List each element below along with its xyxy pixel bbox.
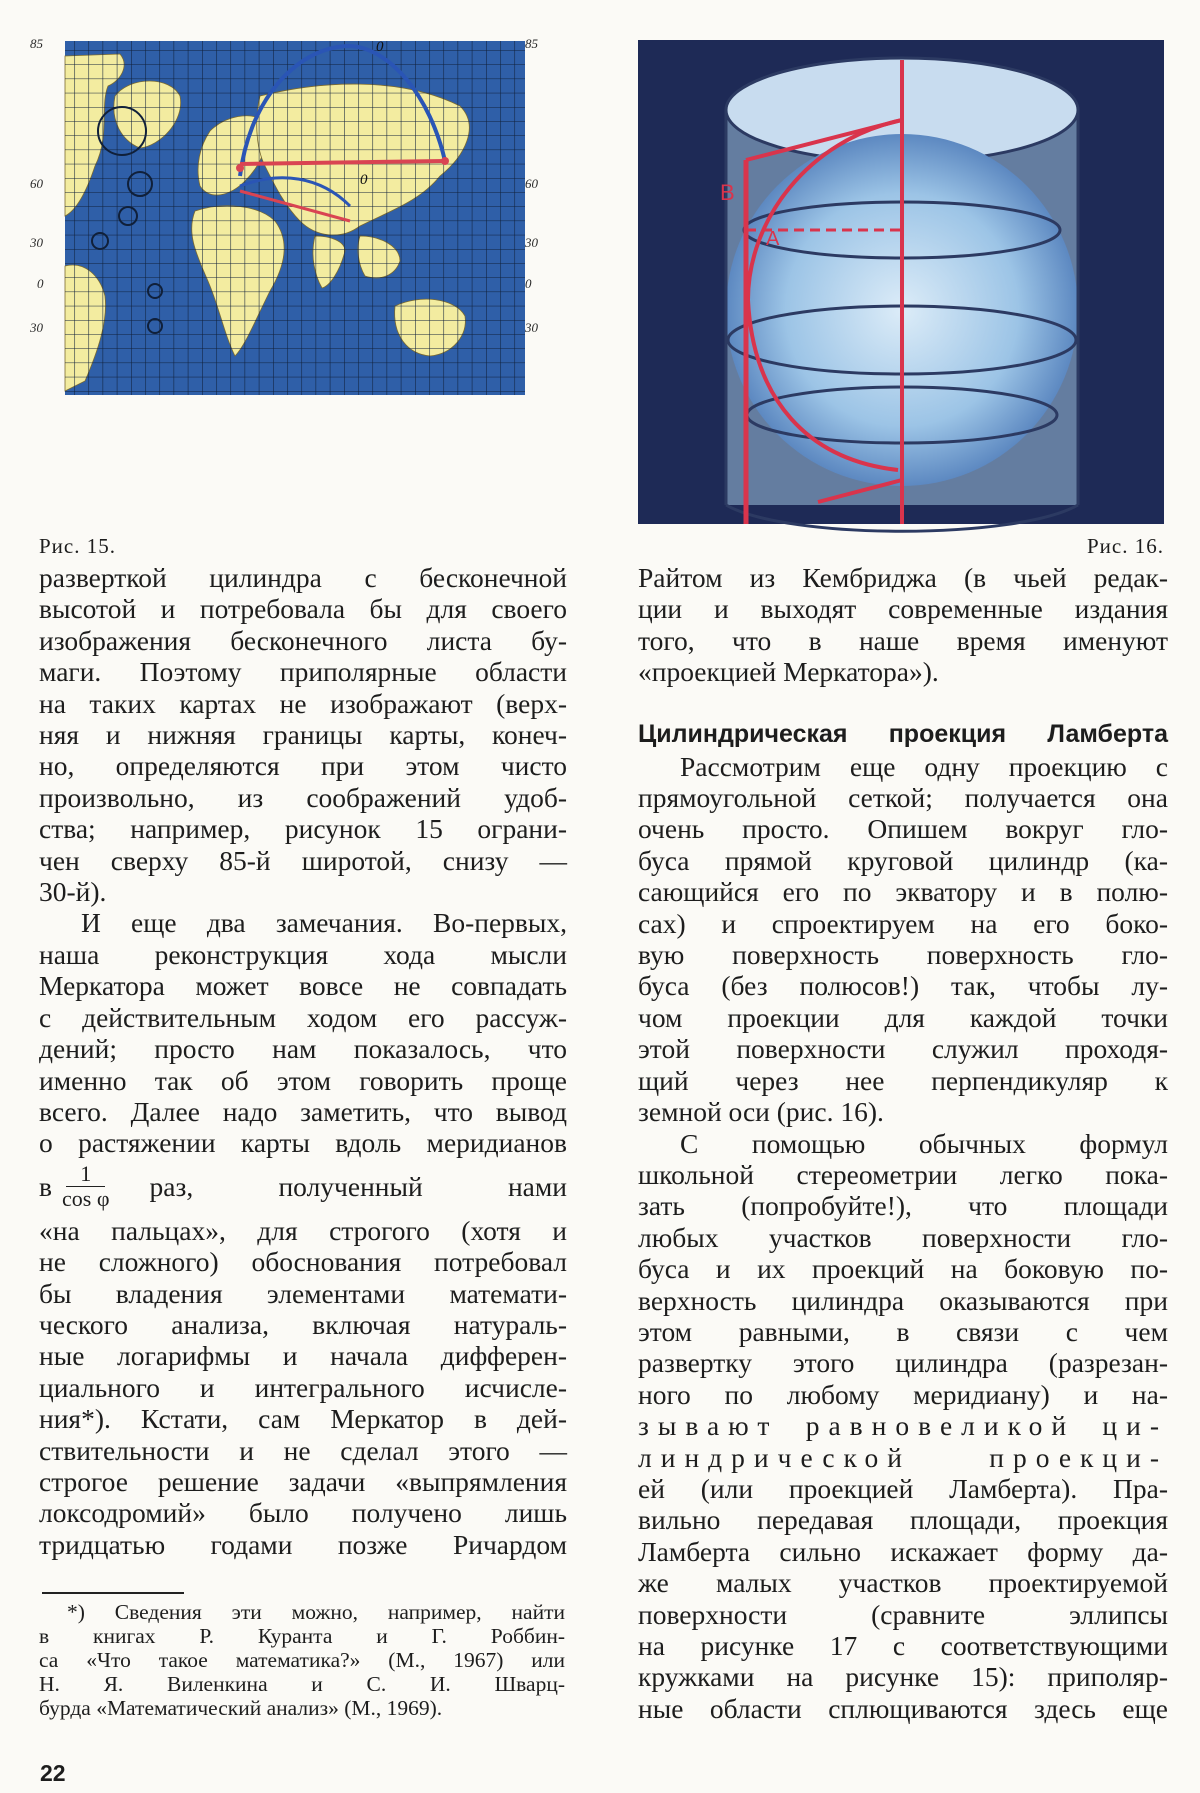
footnote-line: Н. Я. Виленкина и С. И. Шварц- xyxy=(39,1672,565,1696)
text-line: на рисунке 17 с соответствующими xyxy=(638,1630,1168,1661)
text-line: поверхности (сравните эллипсы xyxy=(638,1598,1168,1630)
text-line: Меркатора может вовсе не совпадать xyxy=(39,970,567,1002)
text-line: буса и их проекций на боковую по- xyxy=(638,1253,1168,1285)
text-line: сах) и спроектируем на его боко- xyxy=(638,907,1168,939)
footnote-rule xyxy=(42,1592,184,1594)
formula-word: нами xyxy=(507,1171,567,1203)
text-line: развертку этого цилиндра (разрезан- xyxy=(638,1347,1168,1379)
text-line: земной оси (рис. 16). xyxy=(638,1096,884,1128)
lat-label-right: 0 xyxy=(525,276,532,291)
text-line: локсодромий» было получено лишь xyxy=(39,1497,567,1529)
text-line: очень просто. Опишем вокруг гло- xyxy=(638,813,1168,845)
text-line: высотой и потребовала бы для своего xyxy=(39,593,567,625)
lat-label-right: 30 xyxy=(525,235,538,250)
text-line: ные области сплющиваются здесь еще xyxy=(638,1692,1168,1724)
text-line: Райтом из Кембриджа (в чьей редак- xyxy=(638,562,1168,593)
text-line: зать (попробуйте!), что площади xyxy=(638,1190,1168,1222)
text-line: на таких картах не изображают (верх- xyxy=(39,687,567,719)
text-line: сающийся его по экватору и в полю- xyxy=(638,876,1168,908)
map-grid xyxy=(65,41,525,395)
text-line: ства; например, рисунок 15 ограни- xyxy=(39,813,567,845)
text-line: «на пальцах», для строгого (хотя и xyxy=(39,1214,567,1246)
text-line: не сложного) обоснования потребовал xyxy=(39,1246,567,1278)
lat-label-right: 60 xyxy=(525,176,538,191)
text-line: строгое решение задачи «выпрямления xyxy=(39,1465,567,1497)
point-start xyxy=(236,164,244,172)
text-line: верхность цилиндра оказываются при xyxy=(638,1284,1168,1316)
text-line: зывают равновеликой ци- xyxy=(638,1410,1168,1442)
text-line: буса (без полюсов!) так, чтобы лу- xyxy=(638,970,1168,1002)
formula-line xyxy=(39,1159,567,1215)
text-line: 30-й). xyxy=(39,876,107,908)
lat-label-left: 60 xyxy=(30,176,43,191)
text-line: бы владения элементами математи- xyxy=(39,1277,567,1309)
footnote xyxy=(39,1600,565,1720)
text-line: дений; просто нам показалось, что xyxy=(39,1033,567,1065)
text-line: школьной стереометрии легко пока- xyxy=(638,1158,1168,1190)
text-line: вильно передавая площади, проекция xyxy=(638,1504,1168,1536)
right-column xyxy=(638,562,1168,1724)
figure-16-cylinder-globe xyxy=(638,40,1164,524)
formula-prefix: в xyxy=(39,1171,52,1203)
text-line: вую поверхность поверхность гло- xyxy=(638,939,1168,971)
text-line: прямоугольной сеткой; получается она xyxy=(638,782,1168,814)
lat-label-left: 0 xyxy=(37,276,44,291)
lat-label-right: 30 xyxy=(525,320,538,335)
text-line: ния*). Кстати, сам Меркатор в дей- xyxy=(39,1403,567,1435)
formula-word: раз, xyxy=(149,1171,194,1203)
text-line: этом равными, в связи с чем xyxy=(638,1315,1168,1347)
footnote-line: са «Что такое математика?» (М., 1967) или xyxy=(39,1648,565,1672)
text-line: Рассмотрим еще одну проекцию с xyxy=(680,750,1168,782)
lat-label-right: 85 xyxy=(525,36,538,51)
figure-16-caption: Рис. 16. xyxy=(1087,534,1164,558)
text-line: С помощью обычных формул xyxy=(680,1127,1168,1159)
text-line: чен сверху 85-й широтой, снизу — xyxy=(39,844,567,876)
footnote-line: *) Сведения эти можно, например, найти xyxy=(67,1600,565,1624)
point-label-a: A xyxy=(766,228,780,250)
text-line: кружками на рисунке 15): приполяр- xyxy=(638,1661,1168,1693)
text-line: именно так об этом говорить проще xyxy=(39,1064,567,1096)
figure-15-caption: Рис. 15. xyxy=(39,534,116,558)
text-line: того, что в наше время именуют xyxy=(638,624,1168,656)
text-line: буса прямой круговой цилиндр (ка- xyxy=(638,844,1168,876)
section-heading: Цилиндрическая проекция Ламберта xyxy=(638,719,1168,748)
point-end xyxy=(441,157,449,165)
formula-word: полученный xyxy=(278,1171,423,1203)
text-line: всего. Далее надо заметить, что вывод xyxy=(39,1095,567,1127)
text-line: чом проекции для каждой точки xyxy=(638,1001,1168,1033)
curve-label: 0 xyxy=(376,39,384,55)
text-line: Ламберта сильно искажает форму да- xyxy=(638,1535,1168,1567)
footnote-line: бурда «Математический анализ» (М., 1969). xyxy=(39,1696,443,1720)
lat-label-left: 30 xyxy=(30,320,43,335)
fraction-numerator: 1 xyxy=(66,1162,105,1187)
text-line: этой поверхности служил проходя- xyxy=(638,1033,1168,1065)
text-line: ные логарифмы и начала дифферен- xyxy=(39,1340,567,1372)
text-line: изображения бесконечного листа бу- xyxy=(39,624,567,656)
text-line: циального и интегрального исчисле- xyxy=(39,1371,567,1403)
text-line: разверткой цилиндра с бесконечной xyxy=(39,562,567,593)
text-line: ческого анализа, включая натураль- xyxy=(39,1308,567,1340)
figure-15-mercator-map xyxy=(30,36,538,400)
text-line: И еще два замечания. Во-первых, xyxy=(81,907,567,939)
text-line: ствительности и не сделал этого — xyxy=(39,1434,567,1466)
lat-label-left: 30 xyxy=(30,235,43,250)
text-line: няя и нижняя границы карты, конеч- xyxy=(39,719,567,751)
fraction-denominator: cos φ xyxy=(62,1186,110,1212)
text-line: маги. Поэтому приполярные области xyxy=(39,656,567,688)
lat-label-left: 85 xyxy=(30,36,43,51)
curve-label: 0 xyxy=(360,172,368,188)
text-line: же малых участков проектируемой xyxy=(638,1567,1168,1599)
text-line: ного по любому меридиану) и на- xyxy=(638,1378,1168,1410)
text-line: тридцатью годами позже Ричардом xyxy=(39,1528,567,1560)
text-line: щий через нее перпендикуляр к xyxy=(638,1064,1168,1096)
text-line: с действительным ходом его рассуж- xyxy=(39,1001,567,1033)
text-line: ции и выходят современные издания xyxy=(638,593,1168,625)
text-line: любых участков поверхности гло- xyxy=(638,1221,1168,1253)
text-line: о растяжении карты вдоль меридианов xyxy=(39,1127,567,1159)
text-line: произвольно, из соображений удоб- xyxy=(39,781,567,813)
text-line: «проекцией Меркатора»). xyxy=(638,656,939,688)
text-line: ей (или проекцией Ламберта). Пра- xyxy=(638,1472,1168,1504)
text-line: линдрической проекци- xyxy=(638,1441,1168,1473)
left-column xyxy=(39,562,567,1560)
fraction xyxy=(62,1162,110,1211)
footnote-line: в книгах Р. Куранта и Г. Роббин- xyxy=(39,1624,565,1648)
point-label-b: B xyxy=(720,180,735,205)
page-number: 22 xyxy=(40,1760,66,1786)
text-line: но, определяются при этом чисто xyxy=(39,750,567,782)
text-line: наша реконструкция хода мысли xyxy=(39,938,567,970)
